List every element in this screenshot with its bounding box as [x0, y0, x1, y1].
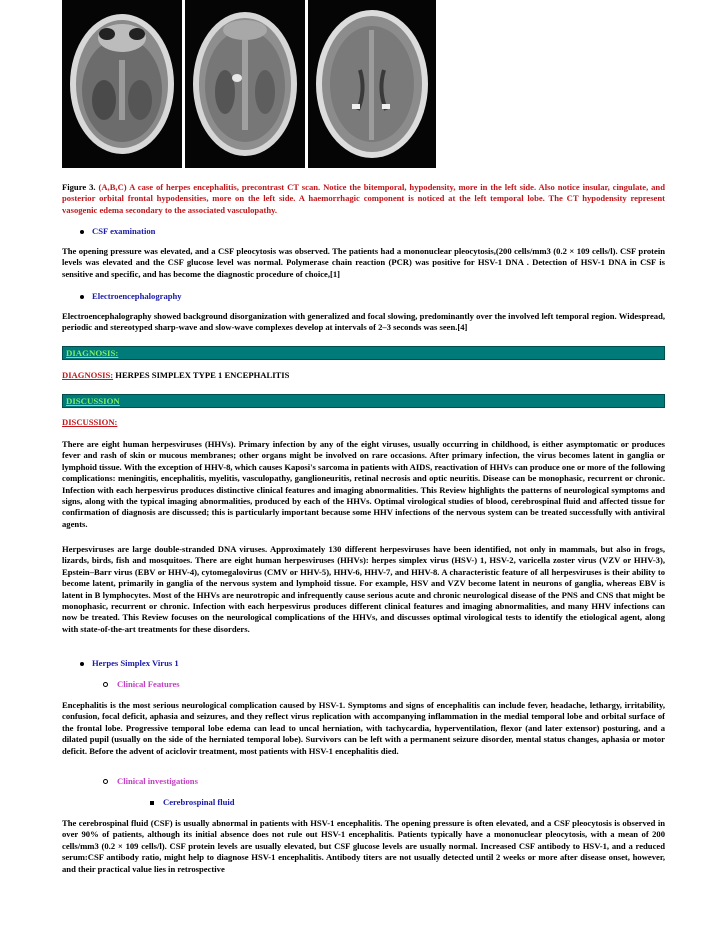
diagnosis-label: DIAGNOSIS: — [62, 370, 114, 380]
csf-examination-paragraph: The opening pressure was elevated, and a CSF pleocytosis was observed. The patients had a mononuclear pleocytosis,(200 cells/mm3 (0.2 × 109 cells/l). CSF protein levels was elevated and the CSF glucose level was normal. Polymerase chain reaction (PCR) was positive for HSV-1 DNA . Detection of HSV-1 DNA in CSF is sensitive and specific, and has become the diagnostic procedure of choice,[1] — [62, 246, 665, 279]
bullet-icon — [80, 230, 84, 234]
diagnosis-band — [62, 346, 665, 360]
diagnosis-band-label: DIAGNOSIS: — [66, 348, 119, 358]
figure-caption — [62, 182, 665, 216]
bullet-icon — [80, 295, 84, 299]
ct-scan-c-image — [308, 0, 436, 168]
csf-examination-heading — [80, 226, 155, 237]
discussion-band — [62, 394, 665, 408]
discussion-label: DISCUSSION: — [62, 417, 118, 427]
hsv1-encephalitis-paragraph: Encephalitis is the most serious neurological complication caused by HSV-1. Symptoms and signs of encephalitis can include fever, headache, lethargy, irritability, confusion, focal deficit, aphasia and seizures, and they reflect virus replication with accompanying inflammation in the medial temporal lobe and orbital surface of the frontal lobe. Progressive temporal lobe edema can lead to uncal herniation, with tachycardia, hyperventilation, flexor (and later extensor) posturing, and a dilated pupil (usually on the side of the herniated temporal lobe). Survivors can be left with a permanent seizure disorder, mental status changes, aphasia or motor deficit. Before the advent of aciclovir treatment, most patients with HSV-1 encephalitis died. — [62, 700, 665, 756]
diagnosis-text: HERPES SIMPLEX TYPE 1 ENCEPHALITIS — [113, 370, 290, 380]
hsv1-label: Herpes Simplex Virus 1 — [92, 658, 179, 668]
eeg-heading — [80, 291, 182, 302]
clinical-investigations-label: Clinical investigations — [117, 776, 198, 786]
eeg-label: Electroencephalography — [92, 291, 182, 301]
cerebrospinal-fluid-paragraph: The cerebrospinal fluid (CSF) is usually abnormal in patients with HSV-1 encephalitis. The opening pressure is often elevated, and a CSF pleocytosis is observed in over 90% of patients, although its initial absence does not rule out HSV-1 encephalitis. Patients typically have a mononuclear pleocytosis, with a mean of 200 cells/mm3 (0.2 × 109 cells/l). CSF protein levels are usually elevated, but CSF glucose levels are usually normal. Increased CSF antibody to HSV-1, and a reduced serum:CSF antibody ratio, might help to diagnose HSV-1 encephalitis. Antibody titers are not usually detected until 2 weeks or more after disease onset, however, and their practical value lies in retrospective — [62, 818, 665, 874]
cerebrospinal-fluid-label: Cerebrospinal fluid — [163, 797, 235, 807]
eeg-paragraph: Electroencephalography showed background disorganization with generalized and focal slowing, predominantly over the involved left temporal region. Widespread, periodic and stereotyped sharp-wave and slow-wave complexes develop at intervals of 2–3 seconds was seen.[4] — [62, 311, 665, 333]
figure-caption-text: (A,B,C) A case of herpes encephalitis, precontrast CT scan. Notice the bitemporal, hypodensity, more in the left side. Also notice insular, cingulate, and posterior orbital frontal hypodensities, more on the left side. A haemorrhagic component is noticed at the left temporal lobe. The CT hypodensity represent vasogenic edema secondary to the associated vasculopathy. — [62, 182, 665, 215]
diagnosis-line — [62, 370, 665, 381]
clinical-features-heading — [103, 679, 180, 690]
hsv1-heading — [80, 658, 179, 669]
bullet-circle-icon — [103, 779, 108, 784]
discussion-label-line — [62, 417, 665, 428]
csf-examination-label: CSF examination — [92, 226, 156, 236]
bullet-circle-icon — [103, 682, 108, 687]
ct-scan-b-image — [185, 0, 305, 168]
cerebrospinal-fluid-heading — [150, 797, 235, 808]
discussion-band-label: DISCUSSION — [66, 396, 120, 406]
figure-label: Figure 3. — [62, 182, 96, 192]
clinical-features-label: Clinical Features — [117, 679, 180, 689]
ct-scan-figure — [62, 0, 436, 168]
ct-scan-a-image — [62, 0, 182, 168]
discussion-paragraph-1: There are eight human herpesviruses (HHVs). Primary infection by any of the eight viruses, usually occurring in childhood, is either asymptomatic or produces fever and rash of skin or mucous membranes; other organs might be involved on rare occasions. After primary infection, the virus becomes latent in ganglia or lymphoid tissue. With the exception of HHV-8, which causes Kaposi's sarcoma in patients with AIDS, reactivation of HHVs can produce one or more of the following complications: meningitis, encephalitis, myelitis, vasculopathy, ganglioneuritis, retinal necrosis and optic neuritis. Disease can be monophasic, recurrent or chronic. Infection with each herpesvirus produces distinctive clinical features and imaging abnormalities. This Review highlights the patterns of neurological symptoms and signs, along with the typical imaging abnormalities, produced by each of the HHVs. Optimal virological studies of blood, cerebrospinal fluid and affected tissue for confirmation of diagnosis are discussed; this is particularly important because some HHV infections of the nervous system can be treated successfully with antiviral agents. — [62, 439, 665, 529]
clinical-investigations-heading — [103, 776, 198, 787]
bullet-square-icon — [150, 801, 154, 805]
bullet-icon — [80, 662, 84, 666]
discussion-paragraph-2: Herpesviruses are large double-stranded DNA viruses. Approximately 130 different herpesviruses have been identified, not only in mammals, but also in frogs, lizards, birds, fish and mosquitoes. There are eight human herpesviruses (HHVs): herpes simplex virus (HSV-) 1, HSV-2, varicella zoster virus (VZV or HHV-3), Epstein–Barr virus (EBV or HHV-4), cytomegalovirus (CMV or HHV-5), HHV-6, HHV-7, and HHV-8. A characteristic feature of all herpesviruses is their ability to become latent, primarily in ganglia of the nervous system and lymphoid tissue. For example, HSV and VZV become latent in neurons of ganglia, whereas EBV is latent in B lymphocytes. Most of the HHVs are neurotropic and infrequently cause serious acute and chronic neurological disease of the PNS and CNS that might be monophasic, recurrent or chronic. Infection with each herpesvirus produces different clinical features and imaging abnormalities, and many HHV infections can now be treated. This Review focuses on the neurological complications of the HHVs, and discusses optimal virological tests to identify the etiological agent, along with state-of-the-art treatments for these disorders. — [62, 544, 665, 634]
